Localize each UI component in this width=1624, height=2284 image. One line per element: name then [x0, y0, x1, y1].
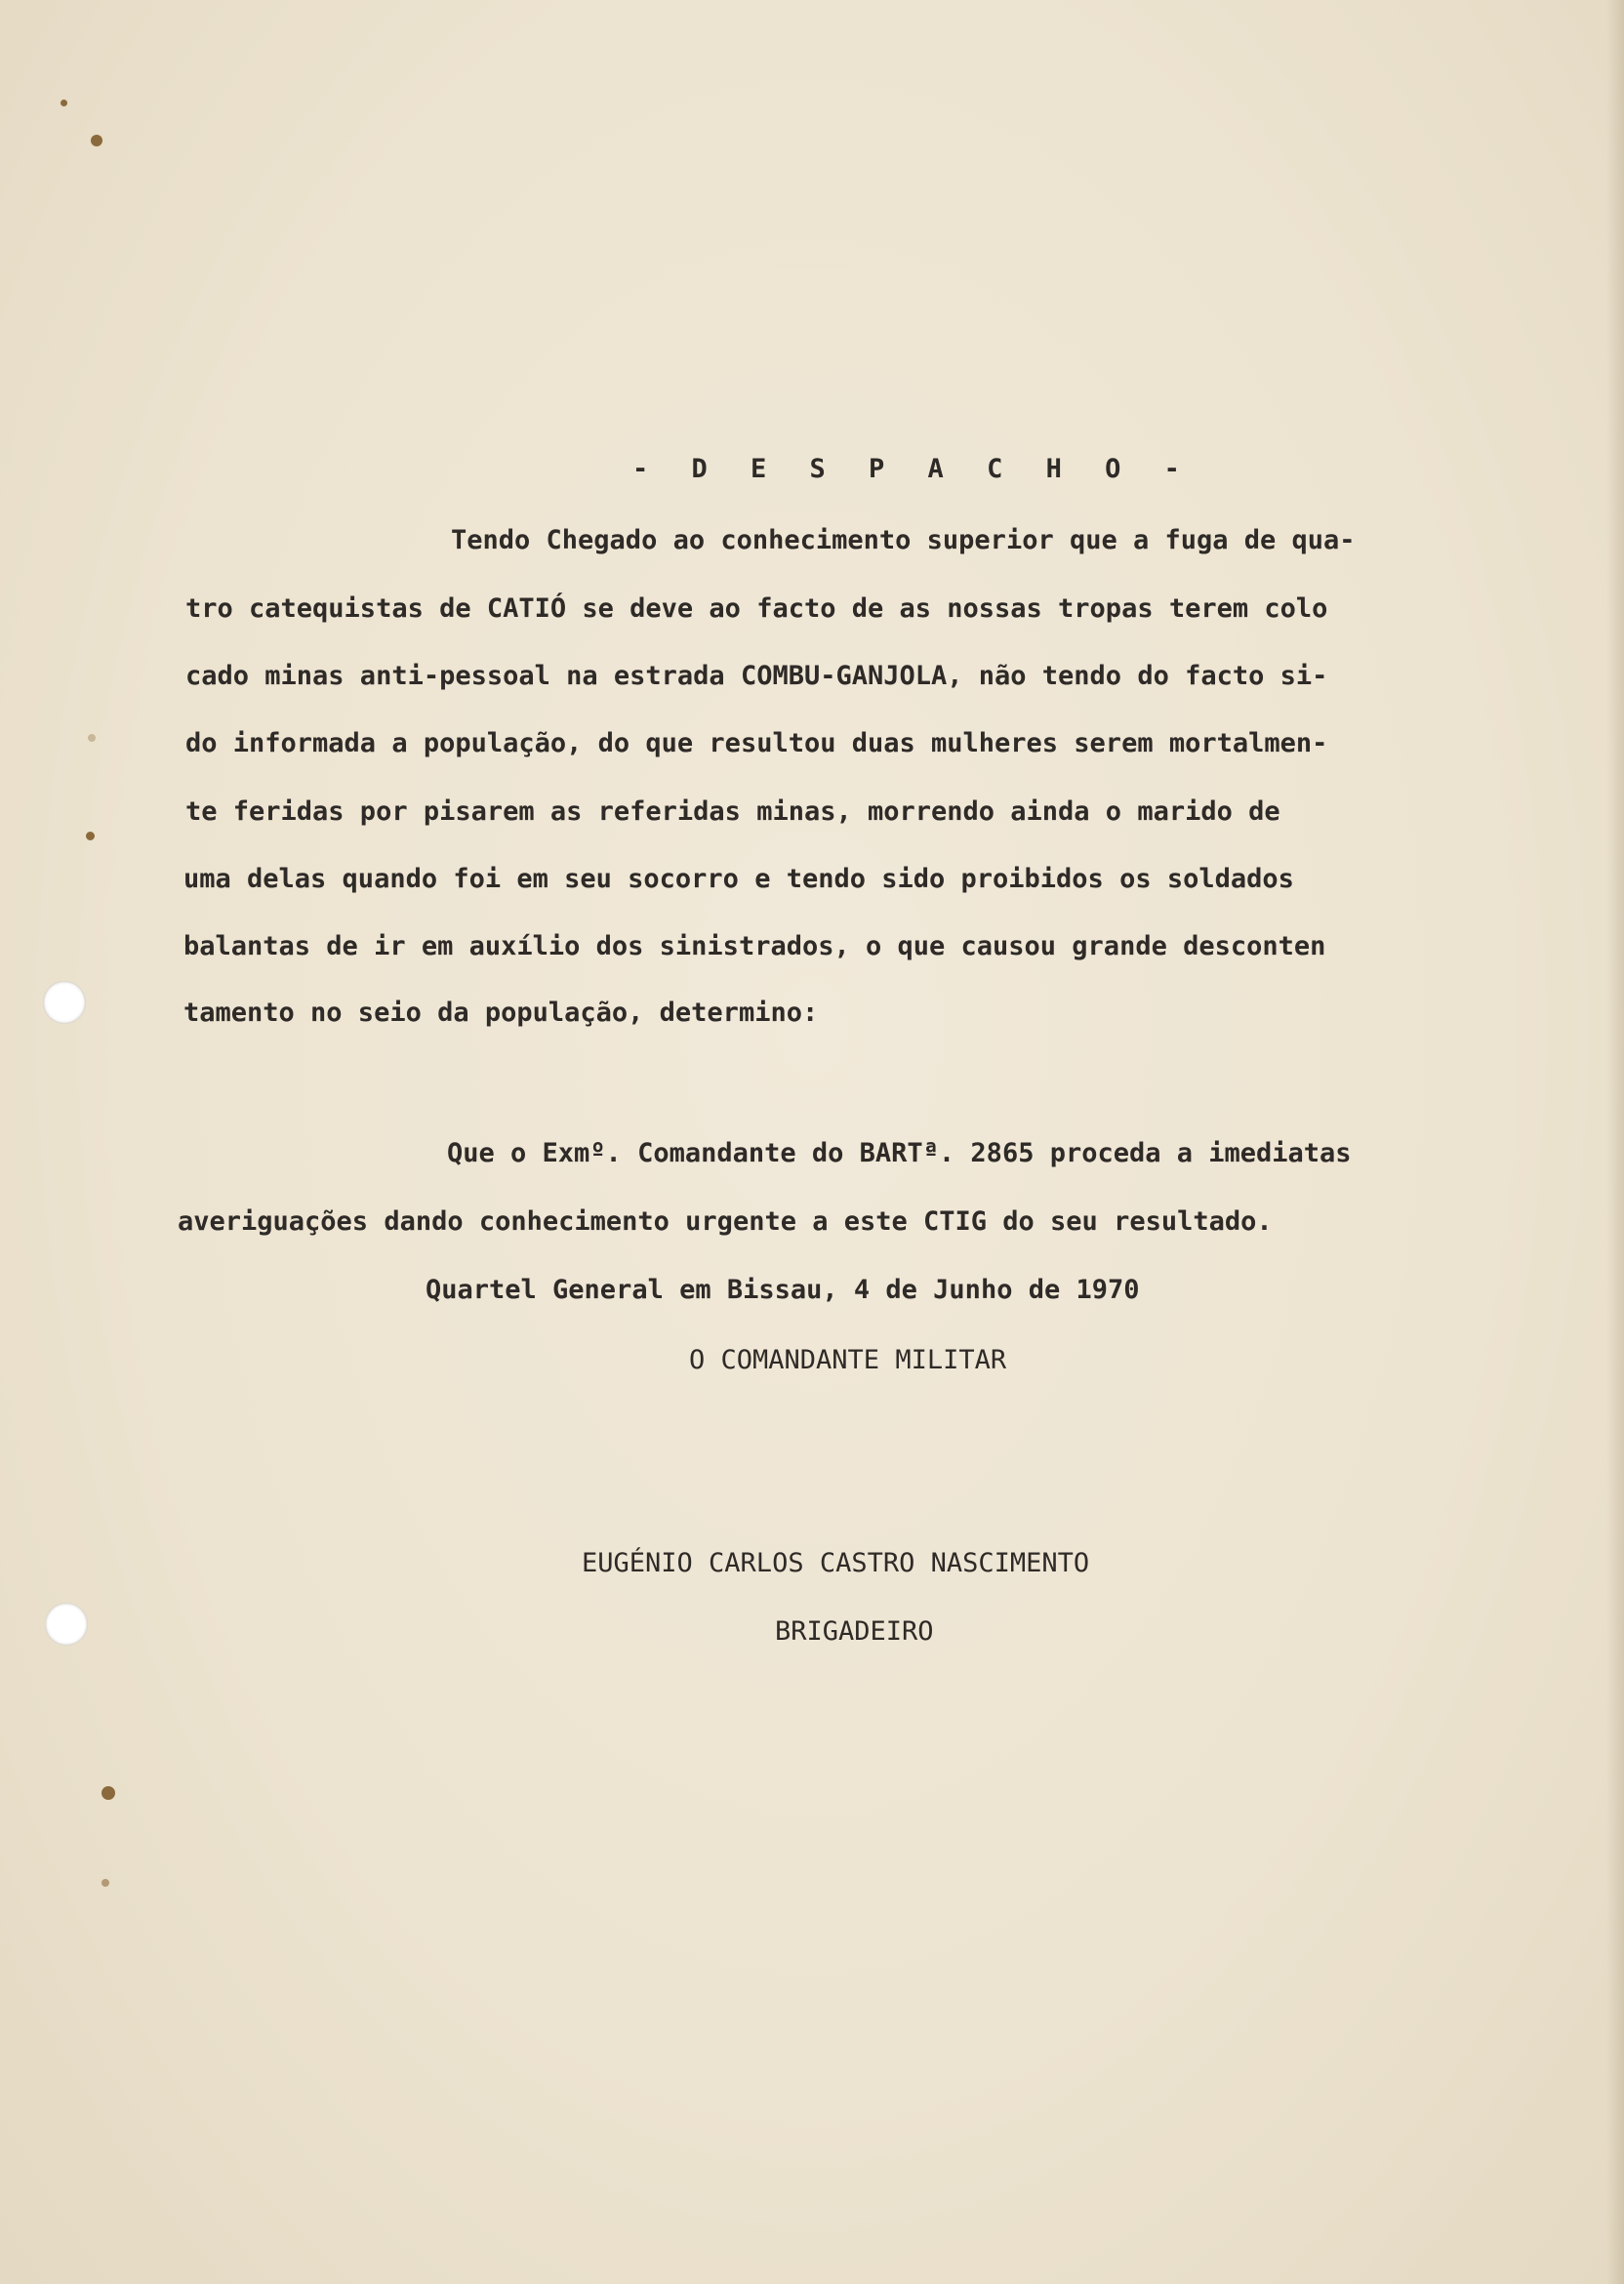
stain-spot: [61, 100, 67, 106]
stain-spot: [91, 135, 102, 146]
place-date: Quartel General em Bissau, 4 de Junho de 1970: [426, 1275, 1140, 1305]
paragraph-line: te feridas por pisarem as referidas minas, morrendo ainda o marido de: [185, 796, 1280, 827]
paragraph-line: cado minas anti-pessoal na estrada COMBU-GANJOLA, não tendo do facto si-: [185, 661, 1328, 691]
signatory-role: O COMANDANTE MILITAR: [689, 1345, 1007, 1375]
paragraph-line: Tendo Chegado ao conhecimento superior que a fuga de qua-: [451, 525, 1356, 555]
punch-hole-bottom: [45, 1603, 88, 1646]
document-title: - D E S P A C H O -: [632, 454, 1194, 484]
stain-spot: [86, 832, 95, 840]
paragraph-line: tamento no seio da população, determino:: [183, 998, 819, 1028]
paragraph-line: do informada a população, do que resultou duas mulheres serem mortalmen-: [185, 728, 1328, 758]
paper-edge: [1606, 0, 1624, 2284]
stain-spot: [88, 734, 96, 742]
punch-hole-top: [43, 981, 86, 1024]
paragraph-line: Que o Exmº. Comandante do BARTª. 2865 proceda a imediatas: [447, 1138, 1352, 1168]
paragraph-line: averiguações dando conhecimento urgente a este CTIG do seu resultado.: [178, 1206, 1273, 1237]
stain-spot: [102, 1786, 115, 1800]
paragraph-line: tro catequistas de CATIÓ se deve ao facto de as nossas tropas terem colo: [185, 593, 1328, 624]
signatory-name: EUGÉNIO CARLOS CASTRO NASCIMENTO: [582, 1548, 1090, 1578]
signatory-rank: BRIGADEIRO: [775, 1616, 934, 1647]
paragraph-line: balantas de ir em auxílio dos sinistrados, o que causou grande desconten: [183, 931, 1326, 961]
paragraph-line: uma delas quando foi em seu socorro e tendo sido proibidos os soldados: [183, 864, 1294, 894]
stain-spot: [102, 1879, 109, 1887]
